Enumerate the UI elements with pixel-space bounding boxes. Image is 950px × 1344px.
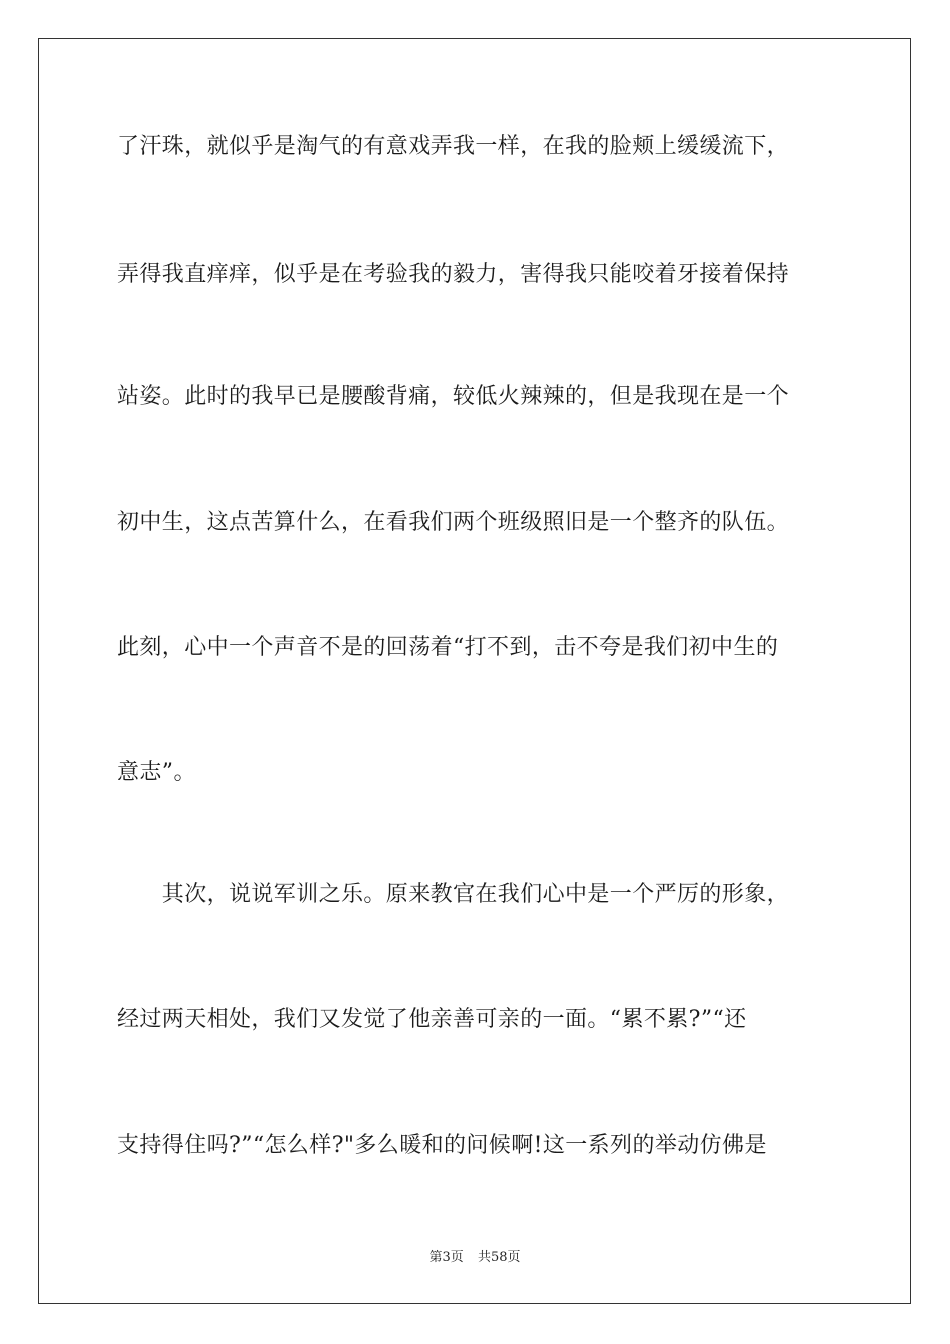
page-footer: [0, 1246, 950, 1265]
page-border: [38, 38, 911, 1304]
text-line-7: 其次，说说军训之乐。原来教官在我们心中是一个严厉的形象，: [117, 882, 790, 907]
text-line-2: 弄得我直痒痒，似乎是在考验我的毅力，害得我只能咬着牙接着保持: [117, 262, 790, 287]
text-line-5: 此刻，心中一个声音不是的回荡着“打不到，击不夸是我们初中生的: [117, 635, 779, 660]
text-line-1: 了汗珠，就似乎是淘气的有意戏弄我一样，在我的脸颊上缓缓流下，: [117, 134, 790, 159]
text-line-4: 初中生，这点苦算什么，在看我们两个班级照旧是一个整齐的队伍。: [117, 510, 790, 535]
text-line-6: 意志”。: [117, 760, 196, 785]
page-total: 共58页: [477, 1250, 521, 1265]
text-line-9: 支持得住吗?”“怎么样?"多么暖和的问候啊!这一系列的举动仿佛是: [117, 1133, 767, 1158]
page-number: 第3页: [429, 1250, 464, 1265]
text-line-3: 站姿。此时的我早已是腰酸背痛，较低火辣辣的，但是我现在是一个: [117, 384, 790, 409]
text-line-8: 经过两天相处，我们又发觉了他亲善可亲的一面。“累不累?”“还: [117, 1007, 747, 1032]
